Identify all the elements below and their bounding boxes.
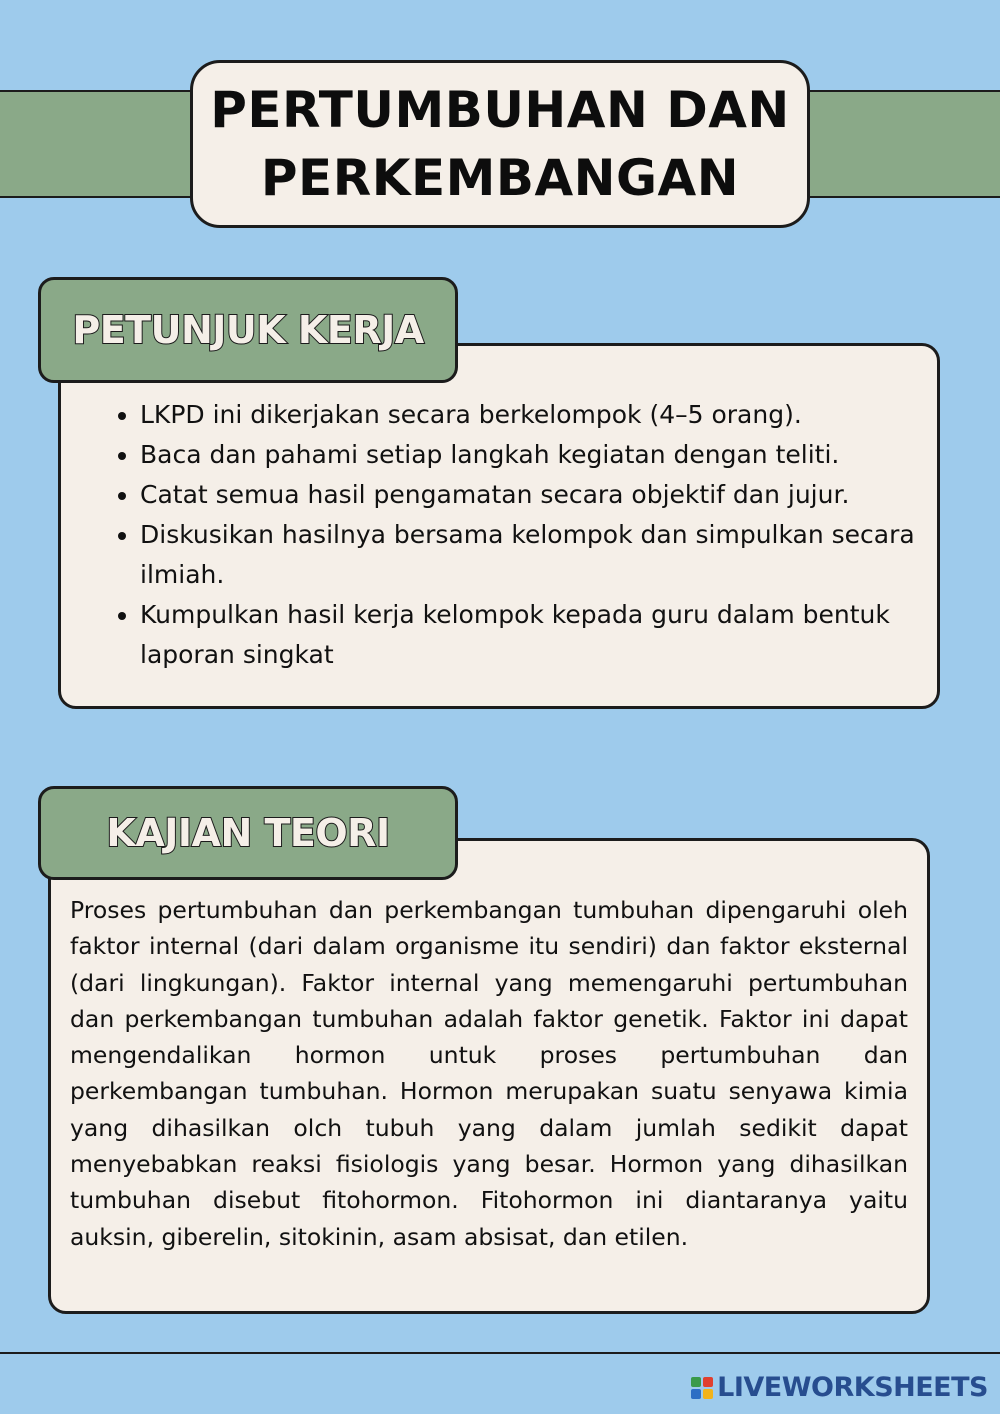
title-box (190, 60, 810, 228)
list-item: • LKPD ini dikerjakan secara berkelompok (4–5 orang). (140, 395, 925, 435)
list-item: • Catat semua hasil pengamatan secara objektif dan jujur. (140, 475, 925, 515)
brand-logo-icon (691, 1377, 713, 1399)
kajian-heading: KAJIAN TEORI (106, 811, 390, 855)
petunjuk-heading: PETUNJUK KERJA (72, 308, 424, 352)
kajian-heading-tab (38, 786, 458, 880)
footer-divider (0, 1352, 1000, 1354)
petunjuk-heading-tab (38, 277, 458, 383)
list-item: • Diskusikan hasilnya bersama kelompok dan simpulkan secara ilmiah. (140, 515, 925, 595)
brand-name: LIVEWORKSHEETS (717, 1372, 988, 1403)
page-title-line-2: PERKEMBANGAN (260, 149, 740, 207)
brand-watermark (691, 1372, 988, 1403)
list-item: • Kumpulkan hasil kerja kelompok kepada guru dalam bentuk laporan singkat (140, 595, 925, 675)
page-title-line-1: PERTUMBUHAN DAN (210, 81, 790, 139)
list-item: • Baca dan pahami setiap langkah kegiatan dengan teliti. (140, 435, 925, 475)
petunjuk-list (105, 395, 925, 675)
kajian-body-text: Proses pertumbuhan dan perkembangan tumbuhan dipengaruhi oleh faktor internal (dari dalam organisme itu sendiri) dan faktor eksternal (dari lingkungan). Faktor internal yang memengaruhi pertumbuhan dan perkembangan tumbuhan adalah faktor genetik. Faktor ini dapat mengendalikan hormon untuk proses pertumbuhan dan perkembangan tumbuhan. Hormon merupakan suatu senyawa kimia yang dihasilkan olch tubuh yang dalam jumlah sedikit dapat menyebabkan reaksi fisiologis yang besar. Hormon yang dihasilkan tumbuhan disebut fitohormon. Fitohormon ini diantaranya yaitu auksin, giberelin, sitokinin, asam absisat, dan etilen. (70, 896, 908, 1251)
